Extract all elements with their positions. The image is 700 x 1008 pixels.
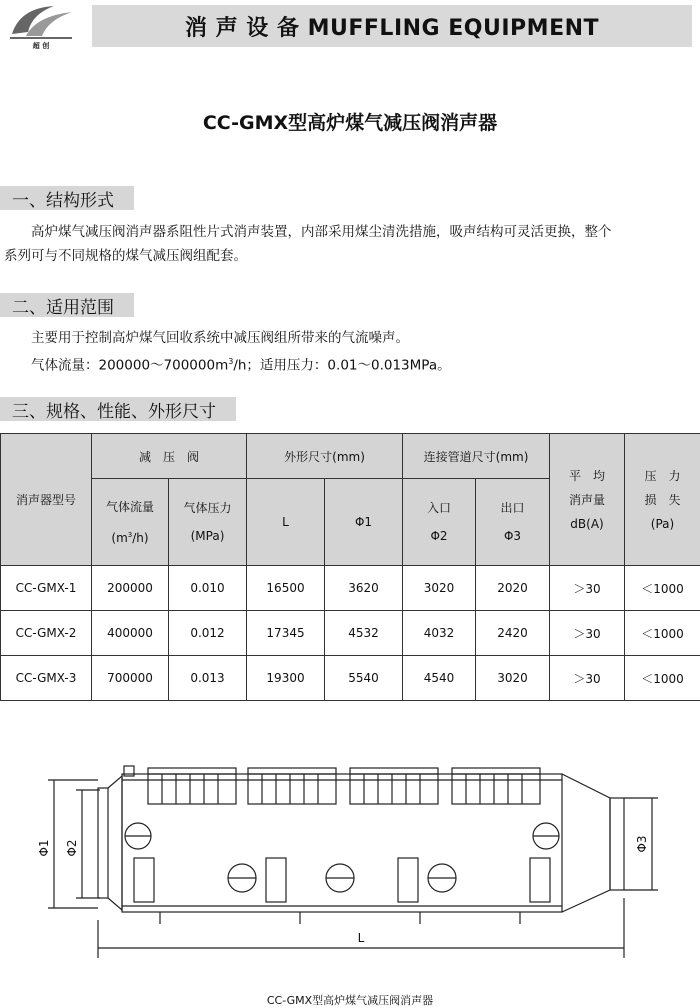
phi1-label: Φ1 (37, 839, 51, 856)
spec-table (0, 433, 700, 701)
category-banner (92, 5, 692, 47)
header-inlet: 入口 Φ2 (403, 479, 476, 566)
paragraph-line: 系列可与不同规格的煤气减压阀组配套。 (4, 244, 698, 268)
header-gas-flow: 气体流量 $(m^3/h)$ (92, 479, 169, 566)
section-heading-specs: 三、规格、性能、外形尺寸 (0, 397, 236, 421)
header-noise: 平 均 消声量 dB(A) (550, 434, 625, 566)
drain-leg (398, 858, 418, 902)
section-heading-structure: 一、结构形式 (0, 186, 134, 210)
header-valve: 减 压 阀 (92, 434, 247, 479)
table-row: CC-GMX-3 700000 0.013 19300 5540 4540 3020 ＞30 ＜1000 (1, 656, 700, 701)
length-label: L (358, 931, 365, 945)
header-pipe: 连接管道尺寸(mm) (403, 434, 550, 479)
header-dims: 外形尺寸(mm) (247, 434, 403, 479)
header-L: L (247, 479, 325, 566)
page-header (0, 0, 700, 52)
section-heading-scope: 二、适用范围 (0, 293, 134, 317)
drain-leg (530, 858, 550, 902)
flow-unit: $(m^3/h)$ (92, 521, 168, 552)
scope-paragraph (4, 326, 698, 378)
banner-text: 消 声 设 备 MUFFLING EQUIPMENT (185, 11, 599, 42)
drain-leg (266, 858, 286, 902)
phi3-label: Φ3 (635, 835, 649, 852)
header-gas-pressure: 气体压力 (MPa) (169, 479, 247, 566)
logo-text: 超 创 (33, 41, 49, 50)
header-pressure-loss: 压 力 损 失 (Pa) (625, 434, 700, 566)
drain-leg (134, 858, 154, 902)
structure-paragraph (4, 220, 698, 268)
muffler-drawing (0, 748, 700, 988)
flow-pressure-line: 气体流量：$200000\sim 700000m^3/h$；适用压力：0.01～0.013MPa。 (4, 350, 698, 378)
drawing-caption: CC-GMX型高炉煤气减压阀消声器 (0, 992, 700, 1008)
paragraph-line: 高炉煤气减压阀消声器系阻性片式消声装置，内部采用煤尘清洗措施，吸声结构可灵活更换，整个 (4, 220, 698, 244)
company-logo (2, 2, 80, 50)
header-outlet: 出口 Φ3 (476, 479, 550, 566)
phi2-label: Φ2 (65, 839, 79, 856)
header-model: 消声器型号 (1, 434, 92, 566)
table-row: CC-GMX-2 400000 0.012 17345 4532 4032 2420 ＞30 ＜1000 (1, 611, 700, 656)
table-row: CC-GMX-1 200000 0.010 16500 3620 3020 2020 ＞30 ＜1000 (1, 566, 700, 611)
header-phi1: Φ1 (325, 479, 403, 566)
document-title: CC-GMX型高炉煤气减压阀消声器 (0, 108, 700, 135)
paragraph-line: 主要用于控制高炉煤气回收系统中减压阀组所带来的气流噪声。 (4, 326, 698, 350)
